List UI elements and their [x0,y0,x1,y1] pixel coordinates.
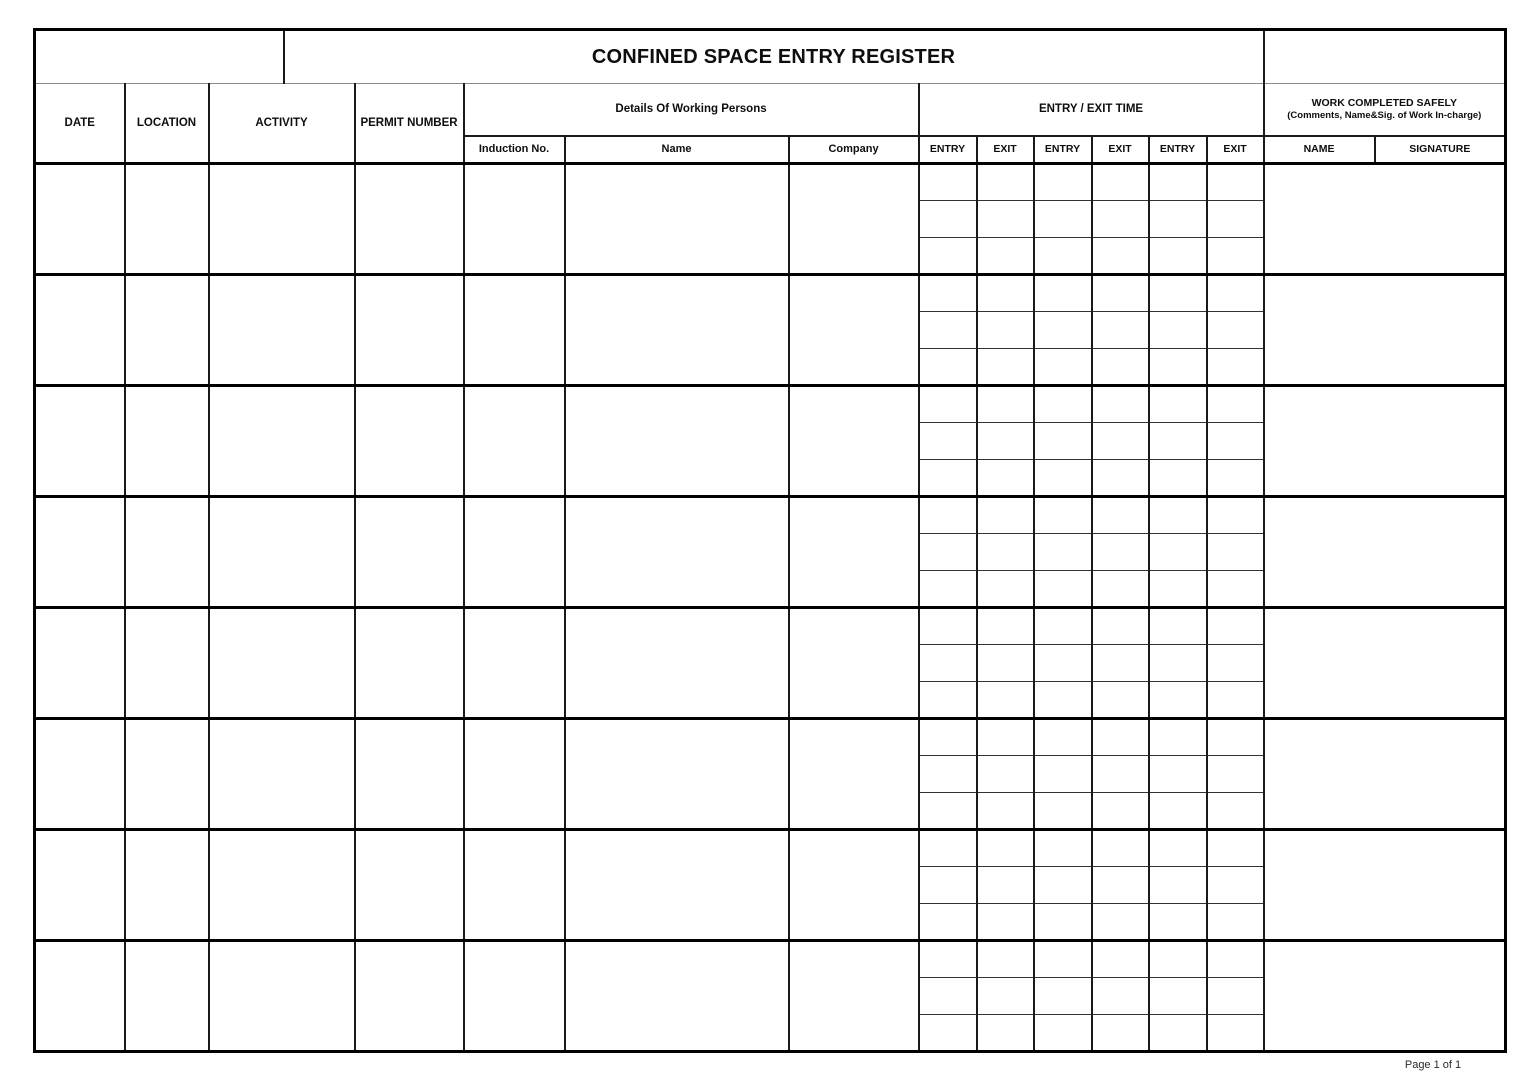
cell-name [565,719,789,830]
cell-time-exit [1207,1015,1264,1052]
cell-time-entry [1034,497,1092,534]
cell-time-exit [1207,756,1264,793]
cell-company [789,719,919,830]
register-row [35,941,1506,978]
cell-time-exit [1092,164,1149,201]
cell-time-exit [977,238,1034,275]
cell-time-exit [977,793,1034,830]
cell-time-entry [1149,756,1207,793]
cell-time-entry [1034,460,1092,497]
cell-time-exit [1092,904,1149,941]
group-header-entry-exit-time: ENTRY / EXIT TIME [919,84,1264,136]
cell-time-exit [1207,682,1264,719]
cell-time-exit [1092,756,1149,793]
cell-time-entry [1149,386,1207,423]
cell-time-exit [1207,793,1264,830]
cell-induction-no [464,497,565,608]
cell-activity [209,497,355,608]
cell-time-exit [1092,312,1149,349]
col-header-exit-1: EXIT [977,136,1034,164]
cell-induction-no [464,719,565,830]
register-row [35,719,1506,756]
cell-time-entry [919,423,977,460]
register-row [35,386,1506,423]
cell-work-completed [1264,719,1506,830]
cell-name [565,608,789,719]
cell-time-exit [1207,608,1264,645]
page-title: CONFINED SPACE ENTRY REGISTER [284,30,1264,84]
cell-time-entry [1149,941,1207,978]
cell-work-completed [1264,608,1506,719]
cell-time-entry [1034,978,1092,1015]
cell-time-entry [919,941,977,978]
cell-time-exit [1207,164,1264,201]
cell-permit-number [355,608,464,719]
col-header-exit-3: EXIT [1207,136,1264,164]
cell-time-entry [1149,682,1207,719]
cell-time-exit [977,941,1034,978]
cell-name [565,164,789,275]
cell-time-entry [919,793,977,830]
cell-permit-number [355,497,464,608]
cell-induction-no [464,164,565,275]
title-right-blank-box [1264,30,1506,84]
cell-date [35,830,125,941]
cell-time-entry [919,460,977,497]
col-header-company: Company [789,136,919,164]
col-header-date: DATE [35,84,125,164]
cell-time-entry [1149,571,1207,608]
cell-time-exit [977,312,1034,349]
cell-time-exit [1092,793,1149,830]
cell-time-entry [1149,608,1207,645]
cell-time-entry [919,571,977,608]
cell-time-exit [1207,238,1264,275]
cell-time-entry [1034,645,1092,682]
cell-time-exit [1092,275,1149,312]
cell-time-exit [977,275,1034,312]
cell-activity [209,941,355,1052]
cell-time-entry [1034,571,1092,608]
col-header-activity: ACTIVITY [209,84,355,164]
cell-activity [209,719,355,830]
cell-activity [209,275,355,386]
cell-time-entry [919,497,977,534]
cell-time-entry [1034,201,1092,238]
cell-time-exit [1092,534,1149,571]
cell-time-entry [1149,830,1207,867]
cell-time-exit [1207,349,1264,386]
cell-time-exit [977,1015,1034,1052]
cell-time-exit [977,682,1034,719]
cell-time-exit [977,423,1034,460]
cell-time-exit [977,645,1034,682]
cell-time-entry [919,719,977,756]
cell-company [789,275,919,386]
cell-date [35,941,125,1052]
cell-time-exit [1092,497,1149,534]
cell-location [125,941,209,1052]
cell-time-exit [1207,904,1264,941]
cell-time-entry [1149,201,1207,238]
cell-time-entry [919,682,977,719]
col-header-location: LOCATION [125,84,209,164]
cell-time-entry [1149,349,1207,386]
cell-time-exit [1207,460,1264,497]
cell-time-entry [1034,867,1092,904]
cell-location [125,608,209,719]
cell-time-exit [977,867,1034,904]
cell-time-exit [1207,275,1264,312]
cell-activity [209,830,355,941]
cell-time-exit [977,756,1034,793]
cell-time-entry [1034,312,1092,349]
cell-time-entry [919,1015,977,1052]
cell-time-exit [1207,941,1264,978]
cell-date [35,719,125,830]
cell-time-entry [1149,164,1207,201]
cell-time-exit [1092,423,1149,460]
cell-time-exit [1207,978,1264,1015]
cell-time-entry [919,349,977,386]
cell-time-exit [1207,386,1264,423]
cell-induction-no [464,830,565,941]
page-number: Page 1 of 1 [1404,1059,1462,1071]
cell-time-entry [919,386,977,423]
cell-time-entry [1149,645,1207,682]
col-header-wc-signature: SIGNATURE [1375,136,1506,164]
cell-company [789,830,919,941]
cell-time-entry [1034,756,1092,793]
cell-time-entry [1149,1015,1207,1052]
cell-time-entry [1149,460,1207,497]
cell-time-entry [1149,275,1207,312]
cell-time-entry [1149,904,1207,941]
cell-time-exit [977,349,1034,386]
cell-time-entry [1149,238,1207,275]
cell-location [125,719,209,830]
cell-location [125,830,209,941]
cell-time-entry [919,312,977,349]
register-body [35,164,1506,1052]
cell-time-entry [919,164,977,201]
cell-time-exit [1207,423,1264,460]
cell-activity [209,164,355,275]
cell-time-exit [1207,719,1264,756]
cell-company [789,608,919,719]
cell-time-exit [1207,830,1264,867]
cell-time-entry [1149,423,1207,460]
register-row [35,275,1506,312]
cell-time-entry [919,830,977,867]
cell-induction-no [464,275,565,386]
cell-company [789,164,919,275]
col-header-entry-2: ENTRY [1034,136,1092,164]
cell-time-exit [977,830,1034,867]
cell-time-entry [1034,682,1092,719]
col-header-name: Name [565,136,789,164]
cell-time-exit [1092,867,1149,904]
cell-time-entry [1034,793,1092,830]
work-completed-line2: (Comments, Name&Sig. of Work In-charge) [1287,110,1482,122]
cell-time-entry [1034,904,1092,941]
cell-time-entry [919,867,977,904]
cell-time-exit [1092,349,1149,386]
cell-time-entry [1034,238,1092,275]
cell-time-exit [1207,497,1264,534]
cell-time-entry [1034,164,1092,201]
col-header-entry-3: ENTRY [1149,136,1207,164]
cell-time-exit [977,608,1034,645]
cell-location [125,164,209,275]
cell-time-exit [1207,571,1264,608]
cell-name [565,386,789,497]
logo-placeholder-box [35,30,284,84]
cell-name [565,830,789,941]
cell-time-exit [977,571,1034,608]
cell-date [35,497,125,608]
cell-activity [209,608,355,719]
cell-time-entry [919,238,977,275]
register-row [35,497,1506,534]
cell-time-exit [977,904,1034,941]
cell-time-entry [1149,978,1207,1015]
cell-name [565,275,789,386]
cell-time-entry [1149,793,1207,830]
cell-time-entry [919,201,977,238]
cell-time-entry [1034,608,1092,645]
cell-time-exit [1092,978,1149,1015]
cell-time-exit [977,460,1034,497]
cell-time-exit [1092,682,1149,719]
cell-time-exit [1092,645,1149,682]
group-header-work-completed-safely [1264,84,1506,136]
col-header-permit-number: PERMIT NUMBER [355,84,464,164]
cell-location [125,497,209,608]
cell-work-completed [1264,830,1506,941]
cell-time-entry [1149,497,1207,534]
cell-time-entry [919,978,977,1015]
cell-induction-no [464,941,565,1052]
cell-induction-no [464,386,565,497]
register-row [35,164,1506,201]
cell-time-exit [1092,460,1149,497]
cell-permit-number [355,830,464,941]
cell-time-entry [1034,941,1092,978]
cell-work-completed [1264,941,1506,1052]
cell-time-entry [1034,386,1092,423]
cell-time-entry [1034,423,1092,460]
col-header-entry-1: ENTRY [919,136,977,164]
cell-time-exit [1092,238,1149,275]
register-sheet [33,28,1507,1053]
cell-permit-number [355,275,464,386]
col-header-wc-name: NAME [1264,136,1375,164]
cell-location [125,386,209,497]
register-row [35,830,1506,867]
cell-permit-number [355,164,464,275]
cell-date [35,386,125,497]
cell-location [125,275,209,386]
cell-time-exit [977,497,1034,534]
cell-time-exit [1092,608,1149,645]
cell-time-entry [919,608,977,645]
cell-time-entry [1149,534,1207,571]
cell-time-exit [977,201,1034,238]
cell-name [565,497,789,608]
cell-time-entry [1034,1015,1092,1052]
cell-time-exit [1207,534,1264,571]
cell-time-entry [1149,719,1207,756]
cell-time-exit [977,719,1034,756]
col-header-induction-no: Induction No. [464,136,565,164]
cell-time-exit [977,164,1034,201]
cell-time-entry [1149,867,1207,904]
cell-time-entry [1034,275,1092,312]
cell-date [35,164,125,275]
cell-time-entry [1034,719,1092,756]
cell-time-exit [1092,941,1149,978]
cell-time-exit [1092,571,1149,608]
cell-permit-number [355,941,464,1052]
cell-time-exit [1207,867,1264,904]
confined-space-entry-register-table [33,28,1507,1053]
work-completed-line1: WORK COMPLETED SAFELY [1311,97,1458,110]
cell-work-completed [1264,386,1506,497]
cell-time-exit [977,978,1034,1015]
cell-time-exit [1092,830,1149,867]
cell-time-entry [1034,349,1092,386]
cell-time-exit [1092,1015,1149,1052]
col-header-exit-2: EXIT [1092,136,1149,164]
cell-time-exit [1092,386,1149,423]
cell-time-exit [1092,719,1149,756]
cell-time-exit [977,534,1034,571]
cell-date [35,608,125,719]
cell-time-exit [1207,312,1264,349]
cell-time-entry [919,534,977,571]
cell-time-entry [919,756,977,793]
group-header-details-of-working-persons: Details Of Working Persons [464,84,919,136]
cell-time-entry [919,645,977,682]
cell-work-completed [1264,275,1506,386]
cell-time-exit [1092,201,1149,238]
cell-activity [209,386,355,497]
cell-name [565,941,789,1052]
cell-date [35,275,125,386]
cell-work-completed [1264,164,1506,275]
cell-time-exit [1207,645,1264,682]
cell-time-entry [1034,830,1092,867]
cell-time-entry [919,904,977,941]
cell-time-entry [919,275,977,312]
cell-work-completed [1264,497,1506,608]
cell-company [789,941,919,1052]
cell-permit-number [355,386,464,497]
cell-time-exit [1207,201,1264,238]
cell-time-exit [977,386,1034,423]
cell-permit-number [355,719,464,830]
cell-induction-no [464,608,565,719]
cell-time-entry [1034,534,1092,571]
cell-company [789,497,919,608]
register-row [35,608,1506,645]
cell-company [789,386,919,497]
cell-time-entry [1149,312,1207,349]
